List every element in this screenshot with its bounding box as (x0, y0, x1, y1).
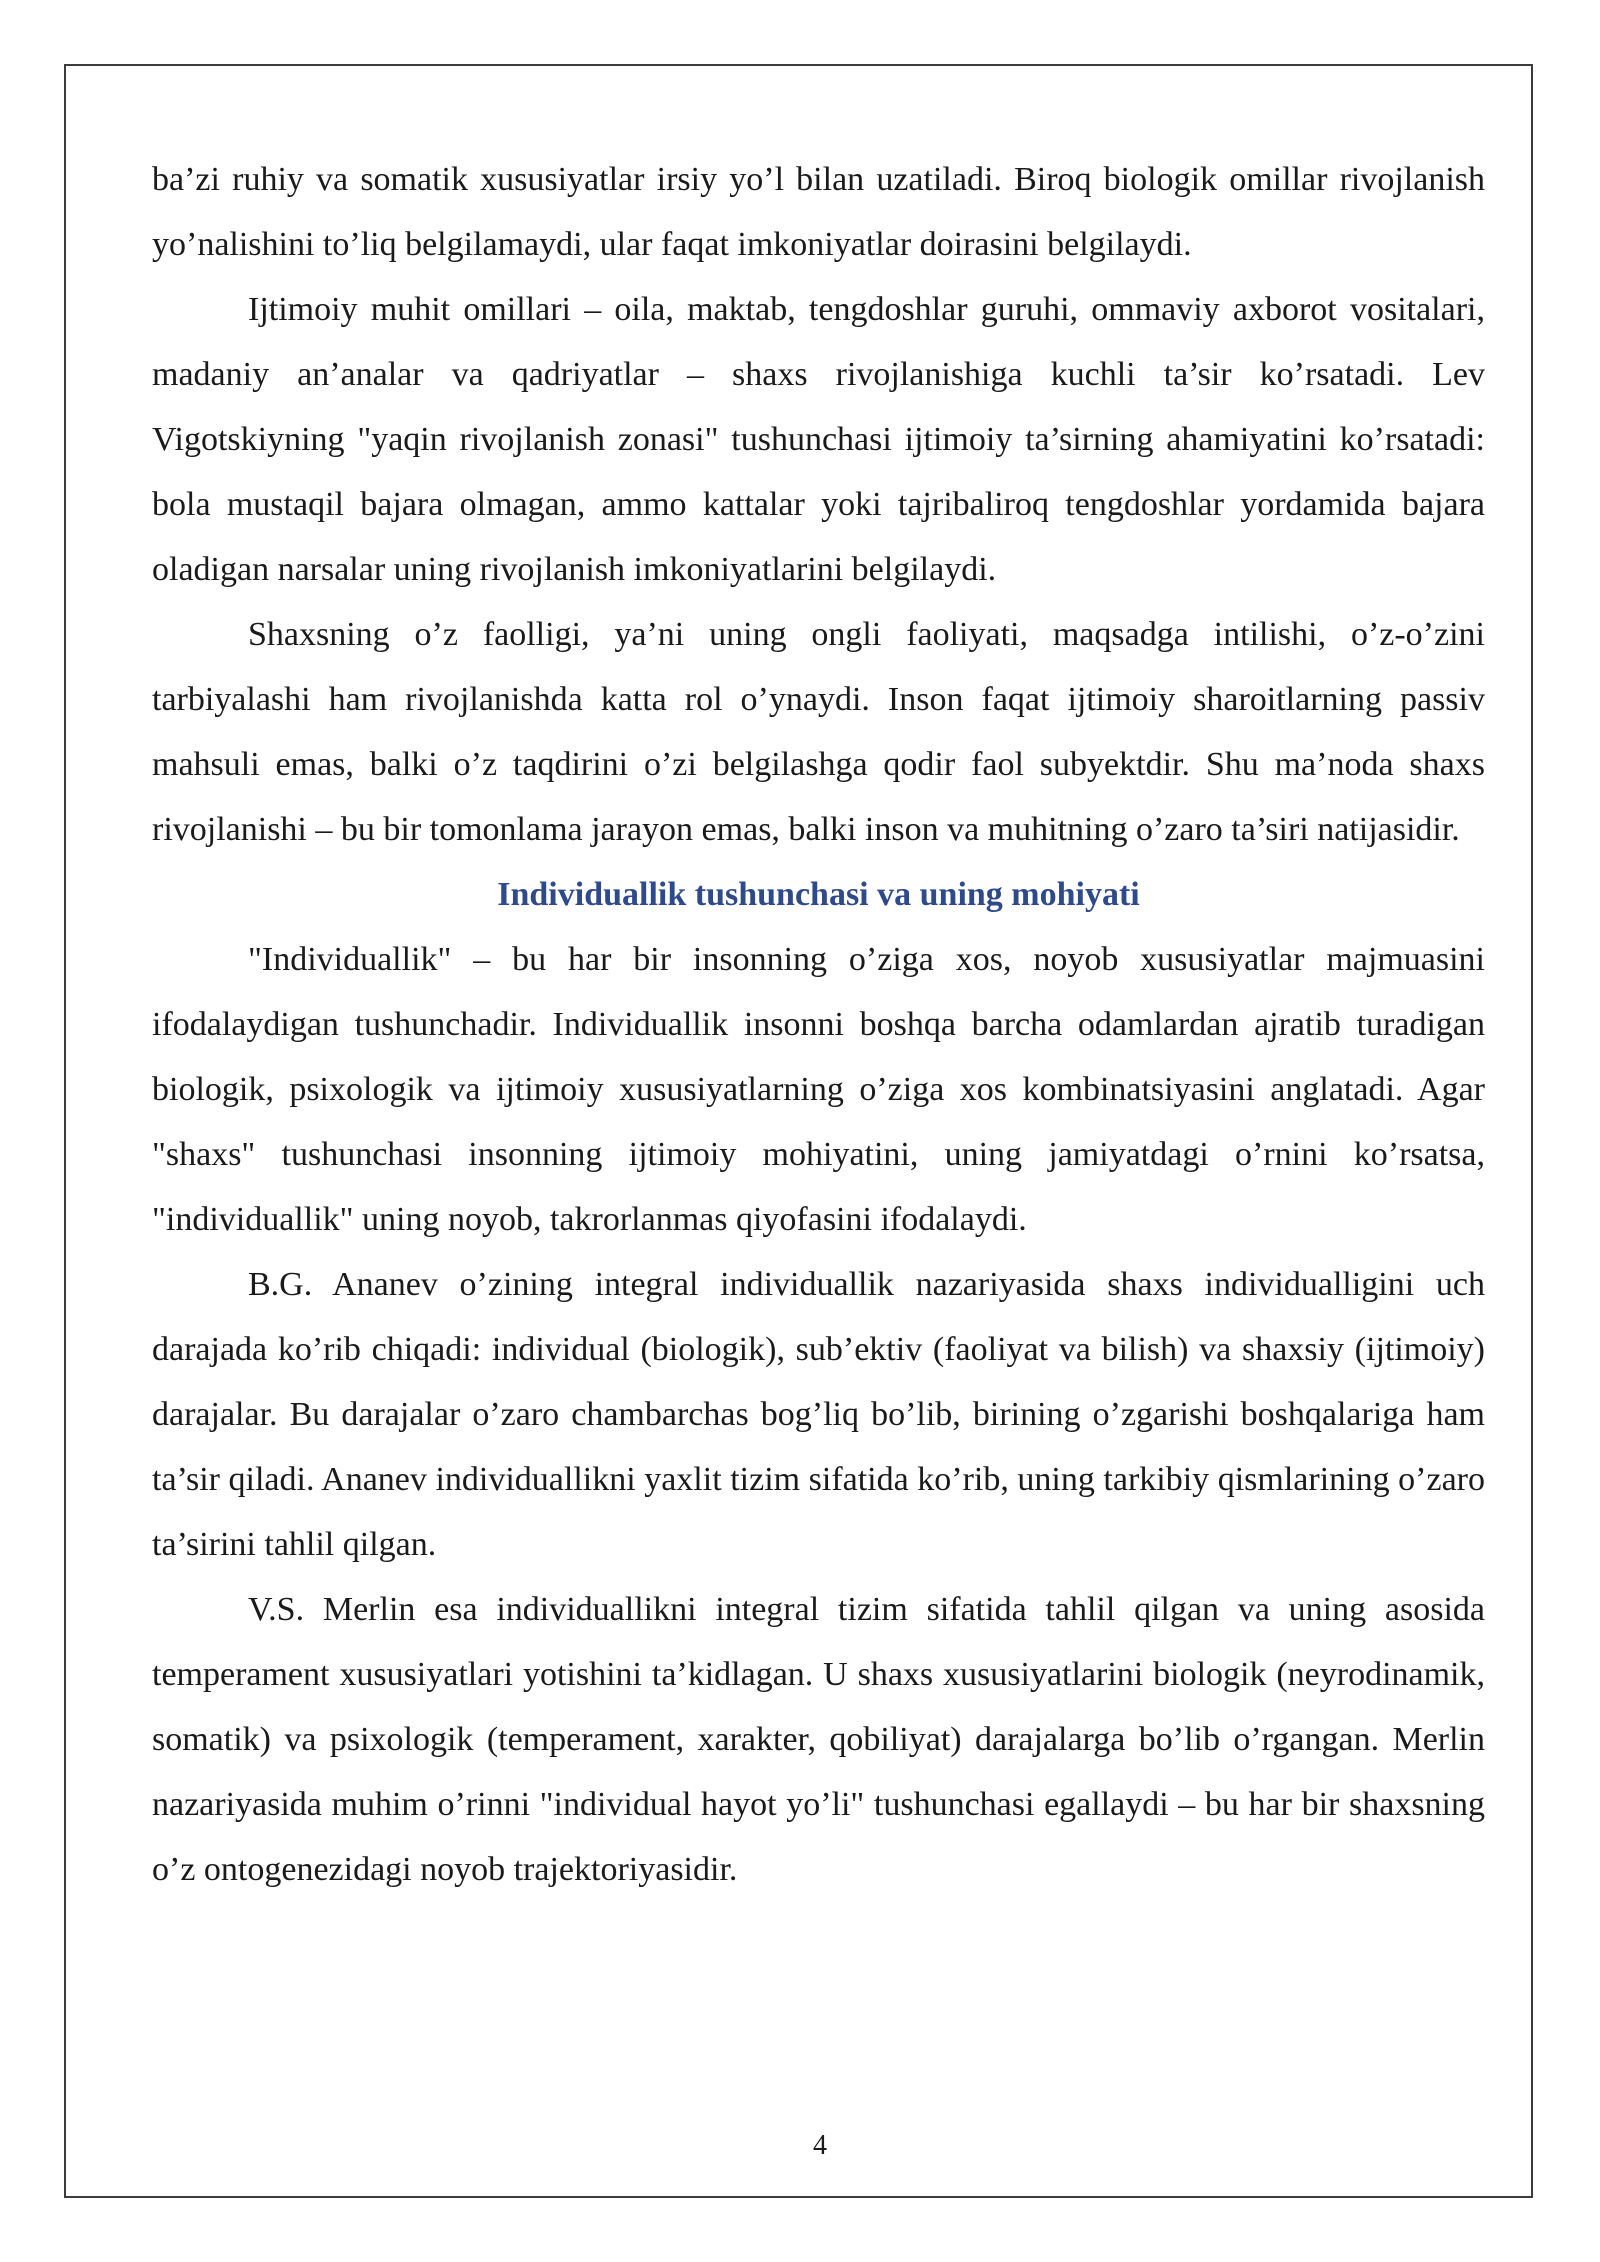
paragraph-social-environment: Ijtimoiy muhit omillari – oila, maktab, tengdoshlar guruhi, ommaviy axborot vositalari, madaniy an’analar va qadriyatlar – shaxs rivojlanishiga kuchli ta’sir ko’rsatadi. Lev Vigotskiyning "yaqin rivojlanish zonasi" tushunchasi ijtimoiy ta’sirning ahamiyatini ko’rsatadi: bola mustaqil bajara olmagan, ammo kattalar yoki tajribaliroq tengdoshlar yordamida bajara oladigan narsalar uning rivojlanish imkoniyatlarini belgilaydi. (152, 291, 1485, 588)
paragraph-continuation: ba’zi ruhiy va somatik xususiyatlar irsiy yo’l bilan uzatiladi. Biroq biologik omillar rivojlanish yo’nalishini to’liq belgilamaydi, ular faqat imkoniyatlar doirasini belgilaydi. (152, 161, 1485, 263)
paragraph-personal-activity: Shaxsning o’z faolligi, ya’ni uning ongli faoliyati, maqsadga intilishi, o’z-o’zini tarbiyalashi ham rivojlanishda katta rol o’ynaydi. Inson faqat ijtimoiy sharoitlarning passiv mahsuli emas, balki o’z taqdirini o’zi belgilashga qodir faol subyektdir. Shu ma’noda shaxs rivojlanishi – bu bir tomonlama jarayon emas, balki inson va muhitning o’zaro ta’siri natijasidir. (152, 616, 1485, 848)
paragraph-ananev: B.G. Ananev o’zining integral individuallik nazariyasida shaxs individualligini uch darajada ko’rib chiqadi: individual (biologik), sub’ektiv (faoliyat va bilish) va shaxsiy (ijtimoiy) darajalar. Bu darajalar o’zaro chambarchas bog’liq bo’lib, birining o’zgarishi boshqalariga ham ta’sir qiladi. Ananev individuallikni yaxlit tizim sifatida ko’rib, uning tarkibiy qismlarining o’zaro ta’sirini tahlil qilgan. (152, 1266, 1485, 1563)
page-number: 4 (813, 2130, 827, 2161)
paragraph-merlin: V.S. Merlin esa individuallikni integral tizim sifatida tahlil qilgan va uning asosida temperament xususiyatlari yotishini ta’kidlagan. U shaxs xususiyatlarini biologik (neyrodinamik, somatik) va psixologik (temperament, xarakter, qobiliyat) darajalarga bo’lib o’rgangan. Merlin nazariyasida muhim o’rinni "individual hayot yo’li" tushunchasi egallaydi – bu har bir shaxsning o’z ontogenezidagi noyob trajektoriyasidir. (152, 1591, 1485, 1888)
document-body (152, 147, 1485, 1902)
paragraph-individuality-definition: "Individuallik" – bu har bir insonning o’ziga xos, noyob xususiyatlar majmuasini ifodalaydigan tushunchadir. Individuallik insonni boshqa barcha odamlardan ajratib turadigan biologik, psixologik va ijtimoiy xususiyatlarning o’ziga xos kombinatsiyasini anglatadi. Agar "shaxs" tushunchasi insonning ijtimoiy mohiyatini, uning jamiyatdagi o’rnini ko’rsatsa, "individuallik" uning noyob, takrorlanmas qiyofasini ifodalaydi. (152, 941, 1485, 1238)
section-heading: Individuallik tushunchasi va uning mohiyati (497, 876, 1140, 913)
